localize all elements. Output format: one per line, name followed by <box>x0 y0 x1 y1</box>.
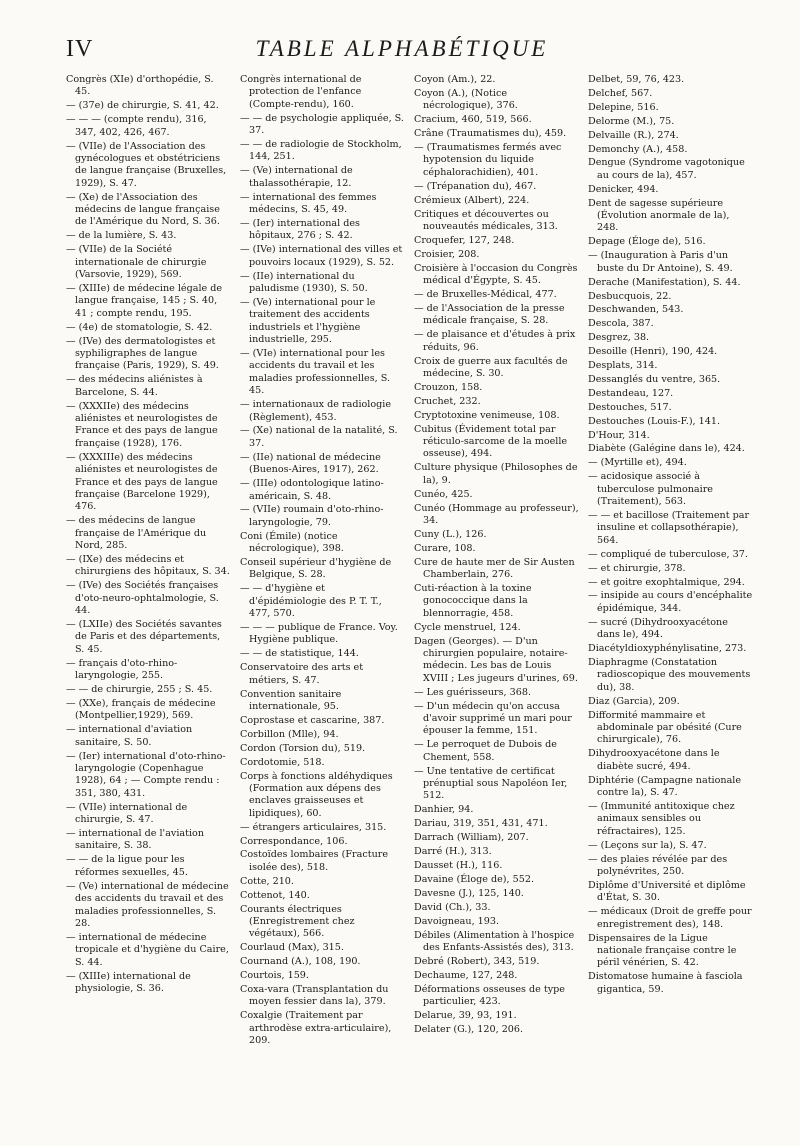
index-entry: Cure de haute mer de Sir Austen Chamberlain, 276. <box>414 556 575 581</box>
index-entry: — (VIe) international pour les accidents du travail et les maladies professionnelles, S. 45. <box>240 348 391 397</box>
index-entry: Critiques et découvertes ou nouveautés médicales, 313. <box>414 208 558 232</box>
index-entry: Coxalgie (Traitement par arthrodèse extra-articulaire), 209. <box>240 1010 392 1047</box>
index-entry: Dariau, 319, 351, 431, 471. <box>414 818 548 830</box>
index-entry: Davesne (J.), 125, 140. <box>414 887 524 899</box>
index-entry: — de la lumière, S. 43. <box>66 230 177 242</box>
index-entry: Delbet, 59, 76, 423. <box>588 74 685 85</box>
index-entry: Cournand (A.), 108, 190. <box>240 956 361 968</box>
index-entry: Delarue, 39, 93, 191. <box>414 1009 517 1021</box>
index-entry: — et goitre exophtalmique, 294. <box>588 576 745 588</box>
index-entry: — (Inauguration à Paris d'un buste du Dr Antoine), S. 49. <box>588 250 733 274</box>
index-entry: Diabète (Galégine dans le), 424. <box>588 443 745 455</box>
index-entry: Diaz (Garcia), 209. <box>588 695 680 707</box>
index-entry: Cruchet, 232. <box>414 395 481 407</box>
index-entry: — (Myrtille et), 494. <box>588 457 687 469</box>
index-entry: — international d'aviation sanitaire, S. 50. <box>66 724 193 748</box>
index-entry: — (Ve) international pour le traitement des accidents industriels et l'hygiène industrielle, 295. <box>240 296 376 346</box>
index-entry: D'Hour, 314. <box>588 429 650 441</box>
index-entry: Desbucquois, 22. <box>588 290 672 302</box>
index-entry: — (Ve) international de médecine des accidents du travail et des maladies professionnelles, S. 28. <box>66 880 229 929</box>
index-entry: — — de la ligue pour les réformes sexuelles, 45. <box>66 854 188 878</box>
index-entry: Darrach (William), 207. <box>414 832 529 844</box>
index-entry: Croquefer, 127, 248. <box>414 234 515 246</box>
index-entry: Dessanglés du ventre, 365. <box>588 373 721 385</box>
index-entry: — de Bruxelles-Médical, 477. <box>414 289 557 300</box>
page-number: IV <box>66 36 94 62</box>
index-entry: — (LXIIe) des Sociétés savantes de Paris et des départements, S. 45. <box>66 619 222 655</box>
index-entry: Courants électriques (Enregistrement chez végétaux), 566. <box>240 903 355 940</box>
index-entry: — (Trépanation du), 467. <box>414 180 537 192</box>
index-entry: — (VIIe) de la Société internationale de chirurgie (Varsovie, 1929), 569. <box>66 244 207 281</box>
index-entry: Cryptotoxine venimeuse, 108. <box>414 409 560 421</box>
index-entry: Delorme (M.), 75. <box>588 115 675 127</box>
index-entry: — médicaux (Droit de greffe pour enregistrement des), 148. <box>588 906 752 930</box>
index-entry: — de plaisance et d'études à prix réduits, 96. <box>414 329 576 353</box>
page-header <box>66 34 738 66</box>
index-entry: Desgrez, 38. <box>588 332 650 344</box>
index-entry: Convention sanitaire internationale, 95. <box>240 688 342 712</box>
index-entry: Diacétyldioxyphénylisatine, 273. <box>588 643 747 655</box>
index-entry: Davoigneau, 193. <box>414 915 500 927</box>
index-entry: — (VIIe) international de chirurgie, S. 47. <box>66 801 188 826</box>
index-entry: Déformations osseuses de type particulier, 423. <box>414 983 565 1008</box>
index-entry: Delvaille (R.), 274. <box>588 129 679 141</box>
index-entry: Deschwanden, 543. <box>588 304 684 316</box>
index-entry: Davaine (Éloge de), 552. <box>414 873 535 885</box>
index-entry: — (IIe) international du paludisme (1930), S. 50. <box>240 270 368 294</box>
index-entry: — (Xe) national de la natalité, S. 37. <box>240 425 398 449</box>
index-entry: Debré (Robert), 343, 519. <box>414 955 540 967</box>
index-entry: Desplats, 314. <box>588 360 658 372</box>
index-entry: Demonchy (A.), 458. <box>588 143 688 155</box>
index-entry: — (XIIIe) international de physiologie, S. 36. <box>66 970 191 994</box>
index-entry: — — d'hygiène et d'épidémiologie des P. T. T., 477, 570. <box>240 583 382 620</box>
index-entry: Diphtérie (Campagne nationale contre la), S. 47. <box>588 774 742 799</box>
index-entry: Destandeau, 127. <box>588 387 674 399</box>
index-entry: Coni (Émile) (notice nécrologique), 398. <box>240 530 344 555</box>
index-entry: — (XXXIIe) des médecins aliénistes et neurologistes de France et des pays de langue française (1928), 176. <box>66 400 218 449</box>
index-entry: — Les guérisseurs, 368. <box>414 686 531 698</box>
index-entry: Dagen (Georges). — D'un chirurgien populaire, notaire-médecin. Les bas de Louis XVIII ; Les jugeurs d'urines, 69. <box>414 635 578 684</box>
index-entry: — insipide au cours d'encéphalite épidémique, 344. <box>588 590 753 614</box>
index-entry: Cubitus (Évidement total par réticulo-sarcome de la moelle osseuse), 494. <box>414 423 568 460</box>
index-entry: — acidosique associé à tuberculose pulmonaire (Traitement), 563. <box>588 471 713 508</box>
index-entry: — (IVe) des Sociétés françaises d'oto-neuro-ophtalmologie, S. 44. <box>66 580 219 617</box>
index-entry: Derache (Manifestation), S. 44. <box>588 276 741 288</box>
index-entry: Crouzon, 158. <box>414 381 483 393</box>
index-entry: — (VIIe) roumain d'oto-rhino-laryngologie, 79. <box>240 504 384 528</box>
index-entry: Dispensaires de la Ligue nationale française contre le péril vénérien, S. 42. <box>588 932 737 969</box>
index-entry: Débiles (Alimentation à l'hospice des Enfants-Assistés des), 313. <box>414 929 575 953</box>
index-entry: Distomatose humaine à fasciola gigantica, 59. <box>588 971 743 995</box>
index-entry: Cordon (Torsion du), 519. <box>240 742 366 754</box>
index-entry: Courlaud (Max), 315. <box>240 942 344 954</box>
index-entry: — français d'oto-rhino-laryngologie, 255. <box>66 657 178 682</box>
index-entry: Cuti-réaction à la toxine gonococcique dans la blennorragie, 458. <box>414 582 532 619</box>
index-entry: Culture physique (Philosophes de la), 9. <box>414 462 578 486</box>
index-entry: — des médecins de langue française de l'Amérique du Nord, 285. <box>66 515 207 552</box>
index-entry: Dent de sagesse supérieure (Évolution anormale de la), 248. <box>588 197 730 234</box>
index-entry: — Une tentative de certificat prénuptial sous Napoléon Ier, 512. <box>414 765 568 802</box>
index-column-2 <box>240 74 405 1134</box>
index-entry: — (XXe), français de médecine (Montpellier,1929), 569. <box>66 698 216 722</box>
index-entry: — de l'Association de la presse médicale française, S. 28. <box>414 302 565 327</box>
index-entry: — des plaies révélée par des polynévrites, 250. <box>588 853 728 877</box>
index-entry: Darré (H.), 313. <box>414 846 492 858</box>
index-entry: — (Ier) international des hôpitaux, 276 ; S. 42. <box>240 217 360 242</box>
index-entry: Dausset (H.), 116. <box>414 859 503 871</box>
index-entry: Crémieux (Albert), 224. <box>414 194 530 206</box>
index-entry: — (IVe) international des villes et pouvoirs locaux (1929), S. 52. <box>240 244 403 268</box>
index-entry: Cordotomie, 518. <box>240 756 325 768</box>
index-entry: — (Leçons sur la), S. 47. <box>588 839 707 851</box>
index-entry: David (Ch.), 33. <box>414 901 491 913</box>
index-entry: — (VIIe) de l'Association des gynécologues et obstétriciens de langue française (Bruxelles, 1929), S. 47. <box>66 140 227 189</box>
index-entry: Croisière à l'occasion du Congrès médical d'Égypte, S. 45. <box>414 262 578 287</box>
index-entry: Cycle menstruel, 124. <box>414 621 521 633</box>
index-entry: Difformité mammaire et abdominale par obésité (Cure chirurgicale), 76. <box>588 709 742 746</box>
index-entry: Delater (G.), 120, 206. <box>414 1023 524 1035</box>
index-entry: Correspondance, 106. <box>240 835 348 847</box>
index-entry: Desoille (Henri), 190, 424. <box>588 346 718 358</box>
index-entry: Depage (Éloge de), 516. <box>588 236 706 248</box>
index-entry: Conservatoire des arts et métiers, S. 47. <box>240 662 364 686</box>
index-entry: — (IVe) des dermatologistes et syphiligraphes de langue française (Paris, 1929), S. 49. <box>66 335 219 372</box>
index-entry: Croix de guerre aux facultés de médecine, S. 30. <box>414 355 568 379</box>
index-entry: Cracium, 460, 519, 566. <box>414 114 532 126</box>
index-entry: — — de statistique, 144. <box>240 648 359 660</box>
index-entry: Destouches (Louis-F.), 141. <box>588 415 721 427</box>
index-entry: Coyon (Am.), 22. <box>414 74 496 85</box>
index-entry: — — — publique de France. Voy. Hygiène publique. <box>240 622 398 646</box>
index-entry: Dengue (Syndrome vagotonique au cours de la), 457. <box>588 157 745 181</box>
index-entry: — internationaux de radiologie (Règlement), 453. <box>240 399 392 423</box>
index-entry: — D'un médecin qu'on accusa d'avoir supprimé un mari pour épouser la femme, 151. <box>414 700 572 737</box>
index-entry: — international de médecine tropicale et d'hygiène du Caire, S. 44. <box>66 931 229 968</box>
index-entry: Cunéo (Hommage au professeur), 34. <box>414 502 579 526</box>
index-entry: Danhier, 94. <box>414 804 474 816</box>
index-entry: Curare, 108. <box>414 542 476 554</box>
index-entry: Crâne (Traumatismes du), 459. <box>414 128 567 140</box>
index-entry: — (Immunité antitoxique chez animaux sensibles ou réfractaires), 125. <box>588 800 735 837</box>
index-entry: — (37e) de chirurgie, S. 41, 42. <box>66 100 219 112</box>
index-entry: — — — (compte rendu), 316, 347, 402, 426, 467. <box>66 114 207 138</box>
index-entry: Cotte, 210. <box>240 875 294 887</box>
index-entry: — compliqué de tuberculose, 37. <box>588 548 748 560</box>
index-entry: Destouches, 517. <box>588 401 672 413</box>
index-entry: — international de l'aviation sanitaire, S. 38. <box>66 828 205 852</box>
index-entry: Denicker, 494. <box>588 183 659 195</box>
index-entry: Congrès international de protection de l'enfance (Compte-rendu), 160. <box>240 74 362 110</box>
index-entry: Coxa-vara (Transplantation du moyen fessier dans la), 379. <box>240 984 389 1008</box>
index-entry: Delchef, 567. <box>588 87 653 99</box>
index-entry: Diaphragme (Constatation radioscopique des mouvements du), 38. <box>588 656 751 693</box>
index-entry: — — de psychologie appliquée, S. 37. <box>240 112 404 137</box>
index-entry: — (Traumatismes fermés avec hypotension du liquide céphalorachidien), 401. <box>414 142 562 178</box>
index-entry: Conseil supérieur d'hygiène de Belgique, S. 28. <box>240 557 392 581</box>
index-entry: Coprostase et cascarine, 387. <box>240 714 385 726</box>
index-entry: Delepine, 516. <box>588 101 659 113</box>
index-columns <box>66 74 756 1134</box>
index-entry: Cottenot, 140. <box>240 889 310 901</box>
index-entry: — et chirurgie, 378. <box>588 562 686 574</box>
index-entry: Corps à fonctions aldéhydiques (Formation aux dépens des enclaves graisseuses et lipidiques), 60. <box>240 770 393 819</box>
index-entry: — — et bacillose (Traitement par insuline et collapsothérapie), 564. <box>588 510 750 546</box>
index-entry: Croisier, 208. <box>414 248 480 260</box>
index-entry: — (IIe) national de médecine (Buenos-Aires, 1917), 262. <box>240 451 381 476</box>
index-entry: — (IXe) des médecins et chirurgiens des hôpitaux, S. 34. <box>66 554 230 578</box>
index-entry: Congrès (XIe) d'orthopédie, S. 45. <box>66 74 214 98</box>
index-entry: Diplôme d'Université et diplôme d'État, S. 30. <box>588 879 746 904</box>
index-column-4 <box>588 74 753 1134</box>
index-column-1 <box>66 74 231 1134</box>
index-entry: — (4e) de stomatologie, S. 42. <box>66 321 213 333</box>
index-entry: — étrangers articulaires, 315. <box>240 821 387 833</box>
index-entry: — des médecins aliénistes à Barcelone, S. 44. <box>66 374 203 398</box>
index-entry: — sucré (Dihydrooxyacétone dans le), 494. <box>588 616 728 641</box>
index-entry: — — de chirurgie, 255 ; S. 45. <box>66 684 213 696</box>
index-entry: Dihydrooxyacétone dans le diabète sucré, 494. <box>588 748 720 772</box>
index-entry: — (IIIe) odontologique latino-américain, S. 48. <box>240 478 384 502</box>
index-entry: — (XIIIe) de médecine légale de langue française, 145 ; S. 40, 41 ; compte rendu, 195. <box>66 283 223 319</box>
index-entry: Coyon (A.), (Notice nécrologique), 376. <box>414 87 518 112</box>
index-entry: Descola, 387. <box>588 318 654 330</box>
index-entry: — (Xe) de l'Association des médecins de langue française de l'Amérique du Nord, S. 36. <box>66 191 220 228</box>
index-entry: — — de radiologie de Stockholm, 144, 251. <box>240 139 402 163</box>
index-entry: Corbillon (Mlle), 94. <box>240 728 339 740</box>
index-column-3 <box>414 74 579 1134</box>
index-entry: Costoïdes lombaires (Fracture isolée des), 518. <box>240 849 389 873</box>
index-entry: — international des femmes médecins, S. 45, 49. <box>240 191 377 216</box>
index-entry: Dechaume, 127, 248. <box>414 969 518 981</box>
index-entry: — (Ier) international d'oto-rhino-laryngologie (Copenhague 1928), 64 ; — Compte rendu : 351, 380, 431. <box>66 750 226 799</box>
page-title: TABLE ALPHABÉTIQUE <box>255 36 549 61</box>
index-entry: Cuny (L.), 126. <box>414 528 487 540</box>
index-entry: — (Ve) international de thalassothérapie, 12. <box>240 165 353 189</box>
index-entry: Courtois, 159. <box>240 970 309 982</box>
index-entry: Cunéo, 425. <box>414 488 473 500</box>
index-entry: — Le perroquet de Dubois de Chement, 558. <box>414 739 557 763</box>
index-entry: — (XXXIIIe) des médecins aliénistes et neurologistes de France et des pays de langue française (Barcelone 1929), 476. <box>66 451 218 513</box>
